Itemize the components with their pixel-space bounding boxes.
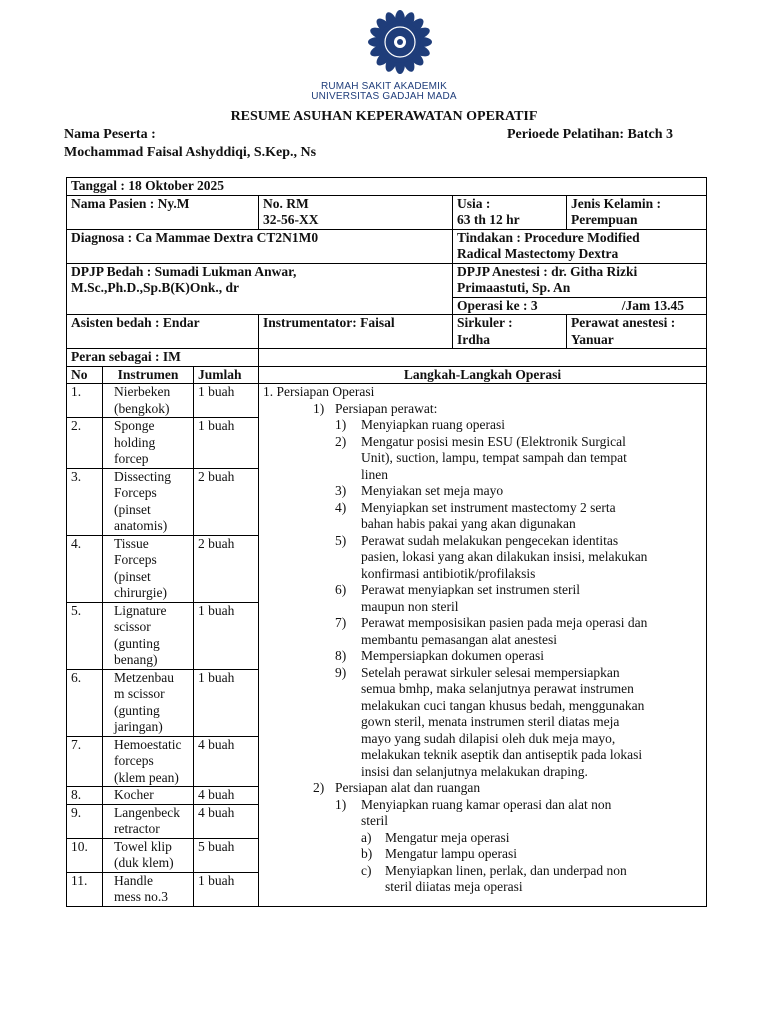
surgical-assistant: Asisten bedah : Endar — [67, 315, 259, 349]
step-text-line: linen — [361, 466, 388, 482]
step-text-line: Perawat menyiapkan set instrumen steril — [361, 582, 580, 597]
step-text-line: steril — [361, 813, 388, 828]
step-text-line: konfirmasi antibiotik/profilaksis — [361, 565, 536, 581]
step-text-line: Perawat sudah melakukan pengecekan identitas — [361, 532, 619, 548]
instrument-name-line: Nierbeken — [114, 384, 171, 399]
document-title: RESUME ASUHAN KEPERAWATAN OPERATIF — [230, 109, 538, 124]
instrument-name-line: Dissecting — [114, 468, 171, 484]
step-text-line: maupun non steril — [361, 598, 459, 614]
step-item — [263, 665, 702, 781]
instrumentator: Instrumentator: Faisal — [259, 315, 453, 349]
instrument-amount: 2 buah — [194, 535, 259, 602]
step-text-line: Menyiapkan ruang operasi — [361, 417, 505, 432]
instrument-number: 7. — [67, 736, 103, 787]
step-subsection — [263, 780, 702, 797]
patient-age — [453, 195, 567, 229]
instrument-name-line: m scissor — [114, 686, 165, 701]
step-text-line: mayo yang sudah dilapisi oleh duk meja mayo, — [361, 730, 616, 746]
instrument-name-line: Kocher — [114, 787, 154, 802]
instrument-number: 10. — [67, 838, 103, 872]
circulator-value: Irdha — [457, 331, 491, 347]
instrument-number: 1. — [67, 384, 103, 418]
step-marker: 1) — [335, 417, 347, 432]
circulator-label: Sirkuler : — [457, 315, 513, 330]
step-text-line: Setelah perawat sirkuler selesai mempersiapkan — [361, 664, 620, 680]
instrument-number: 6. — [67, 669, 103, 736]
step-text — [361, 615, 702, 648]
instrument-name-line: (gunting — [114, 702, 160, 718]
anesthesia-nurse — [567, 315, 707, 349]
step-subsection-title: Persiapan perawat: — [335, 400, 438, 416]
step-marker: 7) — [335, 615, 347, 630]
step-subitem — [263, 830, 702, 847]
instrument-name-line: Handle — [114, 872, 153, 888]
step-section-title: 1. Persiapan Operasi — [263, 384, 375, 399]
instrument-name-line: Forceps — [114, 485, 157, 500]
instrument-amount: 1 buah — [194, 418, 259, 469]
instrument-name — [103, 872, 194, 906]
instrument-name — [103, 602, 194, 669]
instrument-name — [103, 669, 194, 736]
date-cell: Tanggal : 18 Oktober 2025 — [67, 178, 707, 196]
ugm-seal-logo-icon — [362, 8, 438, 78]
column-header-steps: Langkah-Langkah Operasi — [259, 366, 707, 384]
step-marker: 2) — [335, 433, 347, 449]
operation-time: /Jam 13.45 — [621, 297, 685, 313]
instrument-name — [103, 787, 194, 805]
instrument-name — [103, 418, 194, 469]
diagnosis: Diagnosa : Ca Mammae Dextra CT2N1M0 — [67, 229, 453, 263]
role-empty-cell — [259, 349, 707, 367]
instrument-name-line: (gunting — [114, 635, 160, 651]
instrument-name-line: Metzenbau — [114, 669, 174, 685]
step-text-line: bahan habis pakai yang akan digunakan — [361, 516, 576, 531]
step-item — [263, 434, 702, 484]
instrument-name-line: benang) — [114, 652, 158, 667]
step-text-line: Perawat memposisikan pasien pada meja operasi dan — [361, 615, 648, 630]
surgeon — [67, 263, 453, 315]
step-subitem — [263, 846, 702, 863]
instrument-number: 3. — [67, 468, 103, 535]
instrument-name-line: anatomis) — [114, 518, 168, 533]
step-marker: b) — [361, 846, 373, 861]
step-text-line: pasien, lokasi yang akan dilakukan insisi, melakukan — [361, 549, 648, 564]
operative-care-table — [66, 177, 707, 907]
step-subsection-title: Persiapan alat dan ruangan — [335, 780, 481, 795]
instrument-name-line: (pinset — [114, 501, 151, 517]
instrument-name — [103, 468, 194, 535]
instrument-name-line: scissor — [114, 619, 151, 634]
procedure-line-1: Tindakan : Procedure Modified — [457, 229, 640, 245]
anesthesiologist-line-1: DPJP Anestesi : dr. Githa Rizki — [457, 263, 638, 279]
anesthesia-nurse-value: Yanuar — [571, 331, 614, 347]
step-marker: 4) — [335, 499, 347, 515]
instrument-amount: 5 buah — [194, 838, 259, 872]
instrument-number: 8. — [67, 787, 103, 805]
step-text — [361, 797, 702, 830]
instrument-name-line: (duk klem) — [114, 855, 174, 870]
instrument-name — [103, 535, 194, 602]
step-marker: c) — [361, 862, 372, 878]
operation-steps — [259, 384, 707, 907]
instrument-name-line: retractor — [114, 821, 160, 836]
operation-schedule — [453, 297, 707, 315]
instrument-name-line: (pinset — [114, 568, 151, 584]
gender-value: Perempuan — [571, 212, 638, 227]
step-text-line: melakukan cuci tangan khusus bedah, menggunakan — [361, 697, 645, 713]
step-subitem — [263, 863, 702, 896]
instrument-name — [103, 384, 194, 418]
hospital-name: RUMAH SAKIT AKADEMIK — [320, 81, 448, 92]
training-period: Perioede Pelatihan: Batch 3 — [507, 127, 674, 142]
step-text-line: Unit), suction, lampu, tempat sampah dan tempat — [361, 450, 627, 465]
step-text — [361, 533, 702, 583]
step-text — [385, 830, 702, 847]
step-marker: 1) — [313, 400, 325, 416]
column-header-amount: Jumlah — [194, 366, 259, 384]
surgeon-line-1: DPJP Bedah : Sumadi Lukman Anwar, — [71, 263, 297, 279]
instrument-amount: 1 buah — [194, 669, 259, 736]
step-text-line: steril diiatas meja operasi — [385, 879, 523, 894]
step-text — [385, 846, 702, 863]
participant-label: Nama Peserta : — [64, 127, 156, 142]
instrument-amount: 4 buah — [194, 787, 259, 805]
step-item — [263, 615, 702, 648]
step-text-line: Mempersiapkan dokumen operasi — [361, 648, 544, 663]
instrument-number: 4. — [67, 535, 103, 602]
anesthesiologist — [453, 263, 707, 297]
step-text-line: insisi dan selanjutnya melakukan draping. — [361, 763, 588, 779]
step-item — [263, 797, 702, 830]
step-item — [263, 582, 702, 615]
medical-record-label: No. RM — [263, 195, 309, 211]
step-text-line: Mengatur lampu operasi — [385, 846, 517, 861]
instrument-number: 5. — [67, 602, 103, 669]
instrument-name-line: (bengkok) — [114, 400, 170, 416]
medical-record-value: 32-56-XX — [263, 212, 319, 227]
age-value: 63 th 12 hr — [457, 212, 520, 227]
step-item — [263, 648, 702, 665]
step-marker: 6) — [335, 582, 347, 597]
instrument-number: 11. — [67, 872, 103, 906]
step-text — [361, 483, 702, 500]
step-text-line: melakukan teknik aseptik dan antiseptik pada lokasi — [361, 747, 643, 762]
column-header-instrument: Instrumen — [103, 366, 194, 384]
age-label: Usia : — [457, 195, 491, 211]
university-name: UNIVERSITAS GADJAH MADA — [311, 91, 457, 102]
instrument-name-line: holding — [114, 434, 156, 450]
instrument-name-line: Towel klip — [114, 838, 172, 854]
instrument-name-line: forcep — [114, 451, 149, 466]
patient-name: Nama Pasien : Ny.M — [67, 195, 259, 229]
operation-number: Operasi ke : 3 — [457, 297, 538, 313]
step-marker: 2) — [313, 780, 325, 795]
instrument-name-line: chirurgie) — [114, 585, 167, 600]
gender-label: Jenis Kelamin : — [571, 195, 661, 211]
step-text-line: Mengatur meja operasi — [385, 829, 510, 845]
column-header-no: No — [67, 366, 103, 384]
instrument-amount: 2 buah — [194, 468, 259, 535]
procedure — [453, 229, 707, 263]
step-text-line: Menyiapkan ruang kamar operasi dan alat non — [361, 796, 612, 812]
instrument-name-line: (klem pean) — [114, 769, 179, 785]
step-text-line: Mengatur posisi mesin ESU (Elektronik Surgical — [361, 433, 626, 449]
step-text — [361, 417, 702, 434]
surgeon-line-2: M.Sc.,Ph.D.,Sp.B(K)Onk., dr — [71, 280, 240, 295]
instrument-name-line: Lignature — [114, 602, 167, 618]
step-text-line: membantu pemasangan alat anestesi — [361, 631, 558, 647]
step-text — [385, 863, 702, 896]
instrument-number: 2. — [67, 418, 103, 469]
procedure-line-2: Radical Mastectomy Dextra — [457, 246, 619, 261]
step-marker: 3) — [335, 483, 347, 498]
step-marker: 1) — [335, 796, 347, 812]
step-marker: 8) — [335, 648, 347, 663]
step-item — [263, 533, 702, 583]
step-text-line: semua bmhp, maka selanjutnya perawat instrumen — [361, 681, 634, 696]
step-text-line: gown steril, menata instrumen steril diatas meja — [361, 714, 620, 729]
step-item — [263, 417, 702, 434]
instrument-name — [103, 736, 194, 787]
anesthesiologist-line-2: Primaastuti, Sp. An — [457, 280, 571, 295]
instrument-name-line: Tissue — [114, 535, 149, 551]
step-text-line: Menyiakan set meja mayo — [361, 483, 504, 498]
step-text-line: Menyiapkan set instrument mastectomy 2 serta — [361, 499, 616, 515]
step-marker: 5) — [335, 532, 347, 548]
step-marker: 9) — [335, 664, 347, 680]
participant-name: Mochammad Faisal Ashyddiqi, S.Kep., Ns — [64, 145, 317, 160]
instrument-name — [103, 804, 194, 838]
instrument-amount: 1 buah — [194, 384, 259, 418]
instrument-name-line: Langenbeck — [114, 804, 180, 820]
instrument-name-line: jaringan) — [114, 719, 163, 734]
role: Peran sebagai : IM — [67, 349, 259, 367]
instrument-amount: 4 buah — [194, 804, 259, 838]
instrument-name-line: Sponge — [114, 418, 155, 433]
anesthesia-nurse-label: Perawat anestesi : — [571, 315, 676, 330]
instrument-name-line: mess no.3 — [114, 889, 168, 904]
instrument-name-line: Hemoestatic — [114, 736, 182, 752]
step-text-line: Menyiapkan linen, perlak, dan underpad non — [385, 862, 627, 878]
circulator — [453, 315, 567, 349]
instrument-name-line: forceps — [114, 753, 154, 768]
step-text — [361, 648, 702, 665]
step-text — [361, 582, 702, 615]
instrument-name — [103, 838, 194, 872]
step-marker: a) — [361, 829, 372, 845]
step-text — [361, 500, 702, 533]
instrument-number: 9. — [67, 804, 103, 838]
instrument-row — [67, 384, 707, 418]
medical-record — [259, 195, 453, 229]
step-text — [361, 665, 702, 781]
instrument-amount: 1 buah — [194, 872, 259, 906]
instrument-amount: 1 buah — [194, 602, 259, 669]
step-subsection — [263, 401, 702, 418]
instrument-name-line: Forceps — [114, 552, 157, 567]
step-item — [263, 483, 702, 500]
instrument-amount: 4 buah — [194, 736, 259, 787]
patient-gender — [567, 195, 707, 229]
step-text — [361, 434, 702, 484]
step-item — [263, 500, 702, 533]
